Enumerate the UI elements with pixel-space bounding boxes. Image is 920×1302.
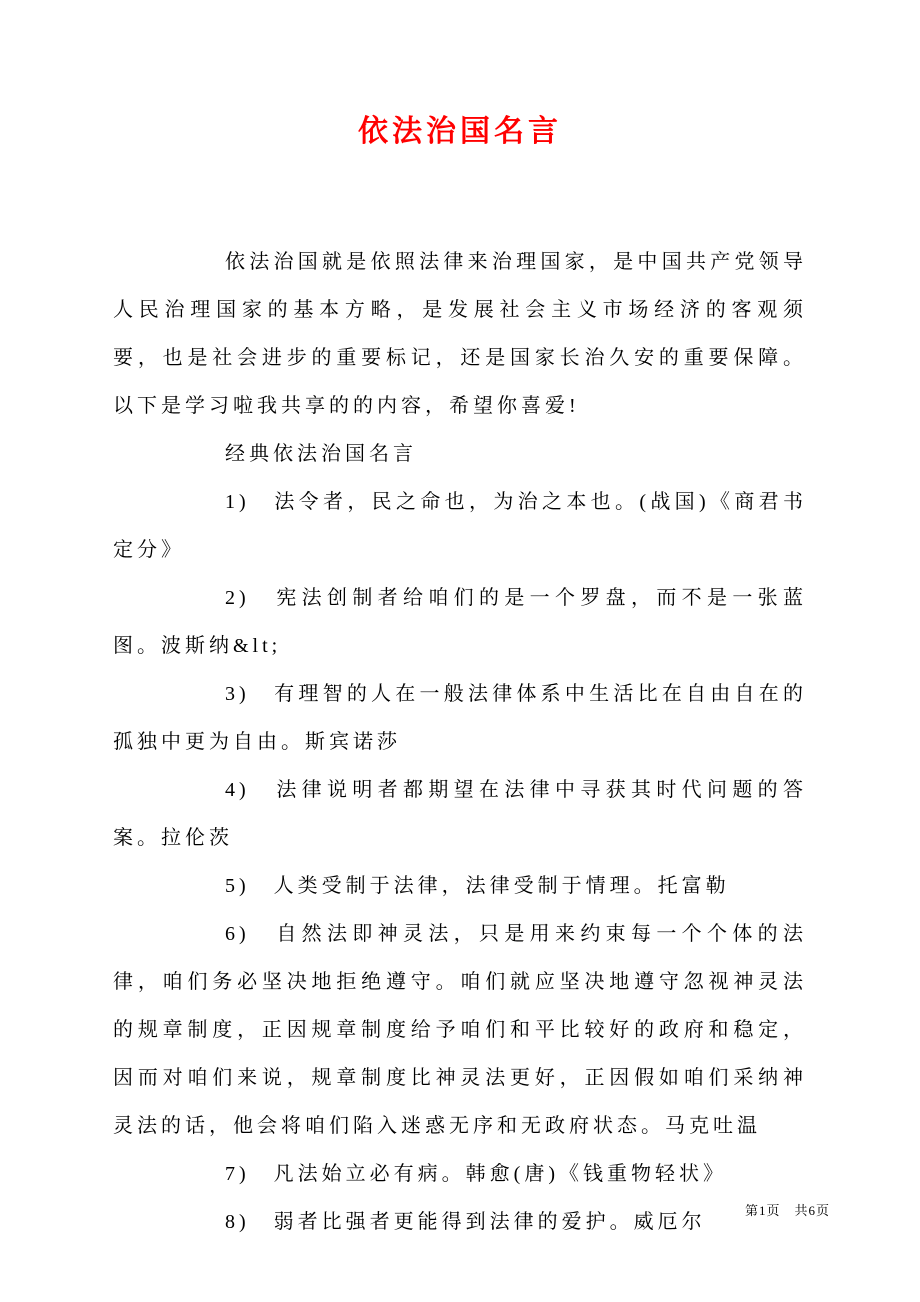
paragraph: 6) 自然法即神灵法，只是用来约束每一个个体的法律，咱们务必坚决地拒绝遵守。咱们就应坚决地遵守忽视神灵法的规章制度，正因规章制度给予咱们和平比较好的政府和稳定，因而对咱们来说，规章制度比神灵法更好，正因假如咱们采纳神灵法的话，他会将咱们陷入迷惑无序和无政府状态。马克吐温 bbox=[113, 923, 807, 1137]
paragraph: 3) 有理智的人在一般法律体系中生活比在自由自在的孤独中更为自由。斯宾诺莎 bbox=[113, 683, 807, 753]
page-footer bbox=[745, 1200, 830, 1219]
content-area bbox=[113, 238, 807, 1246]
paragraph: 2) 宪法创制者给咱们的是一个罗盘，而不是一张蓝图。波斯纳&lt; bbox=[113, 587, 807, 657]
paragraph: 5) 人类受制于法律，法律受制于情理。托富勒 bbox=[225, 875, 730, 897]
footer-total-pages: 共6页 bbox=[794, 1203, 830, 1218]
footer-page-number: 第1页 bbox=[744, 1203, 781, 1218]
paragraph: 1) 法令者，民之命也，为治之本也。(战国)《商君书定分》 bbox=[113, 491, 807, 561]
document-title: 依法治国名言 bbox=[358, 115, 562, 148]
paragraph: 7) 凡法始立必有病。韩愈(唐)《钱重物轻状》 bbox=[225, 1163, 727, 1185]
paragraph: 4) 法律说明者都期望在法律中寻获其时代问题的答案。拉伦茨 bbox=[113, 779, 807, 849]
paragraph: 依法治国就是依照法律来治理国家，是中国共产党领导人民治理国家的基本方略，是发展社会主义市场经济的客观须要，也是社会进步的重要标记，还是国家长治久安的重要保障。以下是学习啦我共享的的内容，希望你喜爱! bbox=[113, 251, 807, 417]
paragraph: 经典依法治国名言 bbox=[225, 443, 417, 465]
paragraph: 8) 弱者比强者更能得到法律的爱护。威厄尔 bbox=[225, 1211, 706, 1233]
